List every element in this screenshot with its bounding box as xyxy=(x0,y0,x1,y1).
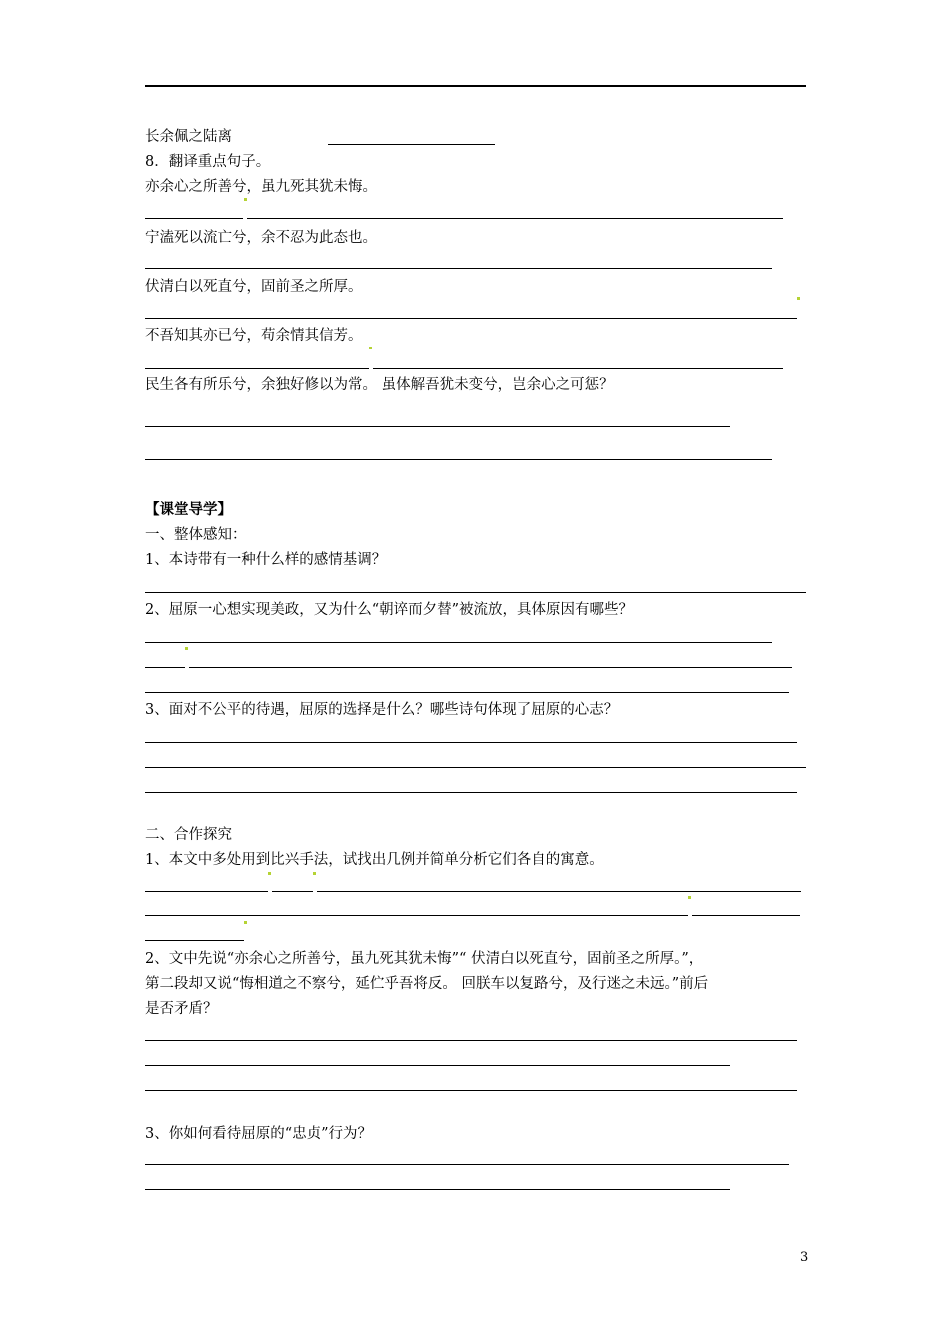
proof-mark xyxy=(268,872,271,875)
answer-line xyxy=(145,268,772,269)
answer-line xyxy=(145,667,185,668)
answer-line xyxy=(145,915,688,916)
answer-line xyxy=(145,218,243,219)
part1-title: 一、整体感知： xyxy=(145,527,247,543)
answer-line xyxy=(145,1164,789,1165)
part2-question-1: 1、本文中多处用到比兴手法，试找出几例并简单分析它们各自的寓意。 xyxy=(145,852,604,868)
answer-line xyxy=(145,891,268,892)
proof-mark xyxy=(797,297,800,300)
proof-mark xyxy=(313,872,316,875)
translate-sentence-2: 宁溘死以流亡兮，余不忍为此态也。 xyxy=(145,230,377,246)
answer-line xyxy=(145,1065,730,1066)
part2-title: 二、合作探究 xyxy=(145,827,232,843)
proof-mark xyxy=(244,921,247,924)
answer-line xyxy=(145,692,789,693)
vocab-item: 长余佩之陆离 xyxy=(145,129,232,145)
translate-sentence-4: 不吾知其亦已兮，苟余情其信芳。 xyxy=(145,328,363,344)
answer-line xyxy=(272,891,313,892)
part1-question-3: 3、面对不公平的待遇，屈原的选择是什么？哪些诗句体现了屈原的心志？ xyxy=(145,702,619,718)
part2-question-3: 3、你如何看待屈原的“忠贞”行为？ xyxy=(145,1126,373,1142)
part2-question-2-line-1: 2、文中先说“亦余心之所善兮，虽九死其犹未悔”“ 伏清白以死直兮，固前圣之所厚。”， xyxy=(145,951,704,967)
answer-line xyxy=(145,318,797,319)
answer-line xyxy=(145,792,797,793)
answer-line xyxy=(373,368,783,369)
top-rule xyxy=(145,85,806,87)
answer-line xyxy=(145,368,369,369)
proof-mark xyxy=(185,647,188,650)
proof-mark xyxy=(688,896,691,899)
answer-line xyxy=(145,767,806,768)
answer-line xyxy=(145,426,730,427)
answer-line xyxy=(145,592,806,593)
translate-heading: 8．翻译重点句子。 xyxy=(145,154,271,170)
translate-sentence-1: 亦余心之所善兮，虽九死其犹未悔。 xyxy=(145,179,377,195)
translate-sentence-3: 伏清白以死直兮，固前圣之所厚。 xyxy=(145,279,363,295)
answer-line xyxy=(692,915,800,916)
part2-question-2-line-2: 第二段却又说“悔相道之不察兮，延伫乎吾将反。 回朕车以复路兮，及行迷之未远。”前后 xyxy=(145,976,709,992)
answer-line xyxy=(189,667,792,668)
answer-line xyxy=(317,891,801,892)
answer-line xyxy=(145,459,772,460)
answer-line xyxy=(145,642,772,643)
answer-line xyxy=(145,1189,730,1190)
page-number: 3 xyxy=(800,1250,809,1265)
answer-line xyxy=(145,1040,797,1041)
answer-line xyxy=(145,1090,797,1091)
part1-question-1: 1、本诗带有一种什么样的感情基调？ xyxy=(145,552,387,568)
answer-line xyxy=(247,218,783,219)
proof-mark xyxy=(244,198,247,201)
part2-question-2-line-3: 是否矛盾？ xyxy=(145,1001,218,1017)
answer-line xyxy=(145,742,797,743)
proof-mark xyxy=(369,347,372,349)
answer-line xyxy=(328,144,495,145)
translate-sentence-5: 民生各有所乐兮，余独好修以为常。 虽体解吾犹未变兮，岂余心之可惩？ xyxy=(145,377,614,393)
part1-question-2: 2、屈原一心想实现美政，又为什么“朝谇而夕替”被流放，具体原因有哪些？ xyxy=(145,602,634,618)
answer-line xyxy=(145,940,244,941)
classroom-heading: 【课堂导学】 xyxy=(145,501,232,518)
